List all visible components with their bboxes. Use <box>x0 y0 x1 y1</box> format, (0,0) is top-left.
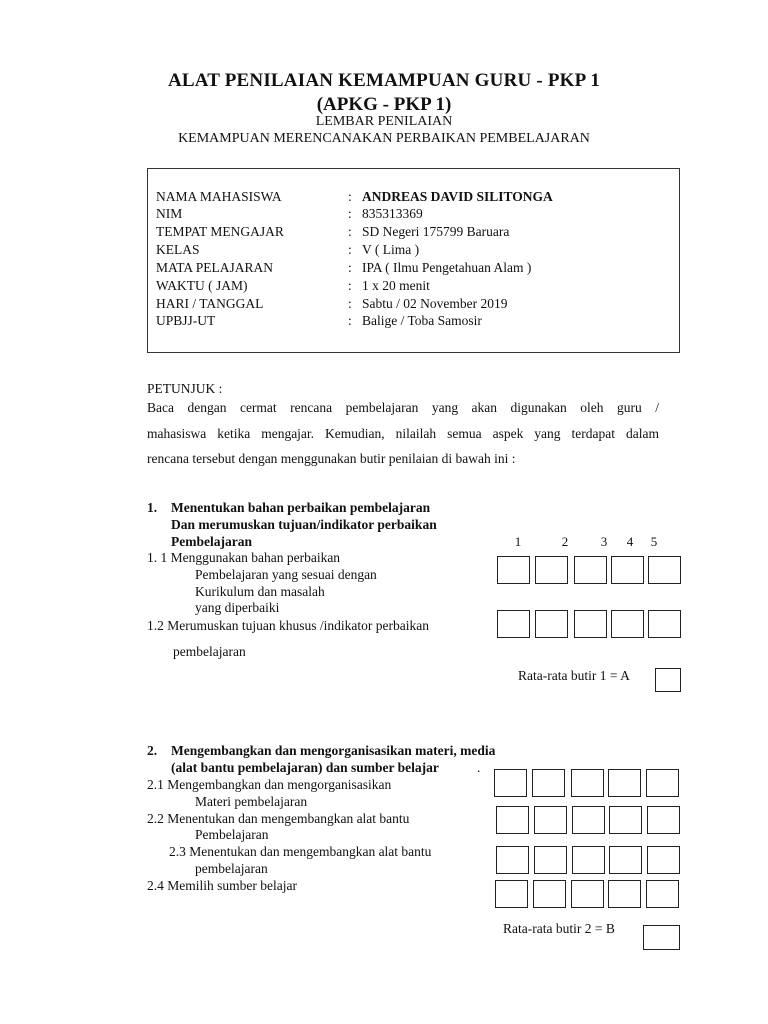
section2-title: Mengembangkan dan mengorganisasikan materi, media <box>171 743 496 758</box>
info-colon: : <box>348 296 352 311</box>
score-box-1-1-1[interactable] <box>497 556 530 584</box>
info-value-class: V ( Lima ) <box>362 242 420 257</box>
info-colon: : <box>348 189 352 204</box>
document-title: ALAT PENILAIAN KEMAMPUAN GURU - PKP 1 <box>167 70 601 91</box>
item-1-2-label: pembelajaran <box>173 644 246 659</box>
item-1-1-label: Kurikulum dan masalah <box>195 584 325 599</box>
info-colon: : <box>348 206 352 221</box>
section2-title: (alat bantu pembelajaran) dan sumber belajar <box>171 760 439 775</box>
info-label-name: NAMA MAHASISWA <box>156 189 282 204</box>
score-box-1-2-2[interactable] <box>535 610 568 638</box>
section1-title: Menentukan bahan perbaikan pembelajaran <box>171 500 431 515</box>
score-box-2-3-2[interactable] <box>534 846 567 874</box>
info-value-upbjj: Balige / Toba Samosir <box>362 313 482 328</box>
item-2-1-label: Materi pembelajaran <box>195 794 308 809</box>
score-box-1-1-5[interactable] <box>648 556 681 584</box>
info-label-upbjj: UPBJJ-UT <box>156 313 216 328</box>
score-box-2-3-1[interactable] <box>496 846 529 874</box>
info-label-class: KELAS <box>156 242 200 257</box>
score-box-2-2-2[interactable] <box>534 806 567 834</box>
item-2-2-label: Pembelajaran <box>195 827 269 842</box>
score-box-2-3-5[interactable] <box>647 846 680 874</box>
instructions-heading: PETUNJUK : <box>147 381 223 396</box>
scale-number-4: 4 <box>626 534 634 549</box>
score-box-1-2-1[interactable] <box>497 610 530 638</box>
score-box-2-2-4[interactable] <box>609 806 642 834</box>
score-box-1-2-4[interactable] <box>611 610 644 638</box>
info-value-nim: 835313369 <box>362 206 423 221</box>
section1-title: Pembelajaran <box>171 534 252 549</box>
average-2-label: Rata-rata butir 2 = B <box>503 921 615 936</box>
score-box-2-1-5[interactable] <box>646 769 679 797</box>
section1-title: Dan merumuskan tujuan/indikator perbaikan <box>171 517 437 532</box>
score-box-2-2-3[interactable] <box>572 806 605 834</box>
average-1-box[interactable] <box>655 668 681 692</box>
info-label-nim: NIM <box>156 206 183 221</box>
info-label-school: TEMPAT MENGAJAR <box>156 224 284 239</box>
section2-title-period: . <box>477 760 481 775</box>
scale-number-3: 3 <box>600 534 608 549</box>
scale-number-5: 5 <box>650 534 658 549</box>
score-box-1-1-4[interactable] <box>611 556 644 584</box>
score-box-2-4-4[interactable] <box>608 880 641 908</box>
info-label-subject: MATA PELAJARAN <box>156 260 274 275</box>
item-2-4-label: 2.4 Memilih sumber belajar <box>147 878 297 893</box>
document-title-abbrev: (APKG - PKP 1) <box>316 94 452 115</box>
section1-number: 1. <box>147 500 158 515</box>
score-box-2-2-1[interactable] <box>496 806 529 834</box>
info-colon: : <box>348 260 352 275</box>
score-box-1-2-3[interactable] <box>574 610 607 638</box>
item-2-1-label: 2.1 Mengembangkan dan mengorganisasikan <box>147 777 392 792</box>
info-label-date: HARI / TANGGAL <box>156 296 264 311</box>
score-box-2-2-5[interactable] <box>647 806 680 834</box>
score-box-2-4-1[interactable] <box>495 880 528 908</box>
score-box-1-1-3[interactable] <box>574 556 607 584</box>
score-box-2-3-3[interactable] <box>572 846 605 874</box>
score-box-2-1-3[interactable] <box>571 769 604 797</box>
scale-number-2: 2 <box>561 534 569 549</box>
item-2-3-label: pembelajaran <box>195 861 268 876</box>
info-value-school: SD Negeri 175799 Baruara <box>362 224 510 239</box>
score-box-2-3-4[interactable] <box>609 846 642 874</box>
instructions-line: mahasiswa ketika mengajar. Kemudian, nilailah semua aspek yang terdapat dalam <box>147 426 659 441</box>
info-value-name: ANDREAS DAVID SILITONGA <box>362 189 553 204</box>
info-value-time: 1 x 20 menit <box>362 278 430 293</box>
scale-number-1: 1 <box>514 534 522 549</box>
score-box-2-1-1[interactable] <box>494 769 527 797</box>
score-box-1-1-2[interactable] <box>535 556 568 584</box>
average-2-box[interactable] <box>643 925 680 950</box>
info-value-subject: IPA ( Ilmu Pengetahuan Alam ) <box>362 260 532 275</box>
info-colon: : <box>348 313 352 328</box>
score-box-2-1-4[interactable] <box>608 769 641 797</box>
score-box-2-1-2[interactable] <box>532 769 565 797</box>
document-subtitle-2: KEMAMPUAN MERENCANAKAN PERBAIKAN PEMBELAJARAN <box>178 131 590 146</box>
item-2-3-label: 2.3 Menentukan dan mengembangkan alat bantu <box>169 844 432 859</box>
document-subtitle: LEMBAR PENILAIAN <box>315 114 453 129</box>
score-box-1-2-5[interactable] <box>648 610 681 638</box>
score-box-2-4-3[interactable] <box>571 880 604 908</box>
info-colon: : <box>348 224 352 239</box>
average-1-label: Rata-rata butir 1 = A <box>518 668 630 683</box>
item-1-1-label: Pembelajaran yang sesuai dengan <box>195 567 377 582</box>
instructions-line: Baca dengan cermat rencana pembelajaran yang akan digunakan oleh guru / <box>147 400 659 415</box>
item-1-2-label: 1.2 Merumuskan tujuan khusus /indikator perbaikan <box>147 618 429 633</box>
item-1-1-label: 1. 1 Menggunakan bahan perbaikan <box>147 550 341 565</box>
info-label-time: WAKTU ( JAM) <box>156 278 248 293</box>
item-1-1-label: yang diperbaiki <box>195 600 280 615</box>
info-colon: : <box>348 278 352 293</box>
item-2-2-label: 2.2 Menentukan dan mengembangkan alat bantu <box>147 811 410 826</box>
info-colon: : <box>348 242 352 257</box>
score-box-2-4-5[interactable] <box>646 880 679 908</box>
score-box-2-4-2[interactable] <box>533 880 566 908</box>
instructions-line: rencana tersebut dengan menggunakan butir penilaian di bawah ini : <box>147 451 516 466</box>
info-value-date: Sabtu / 02 November 2019 <box>362 296 508 311</box>
section2-number: 2. <box>147 743 158 758</box>
